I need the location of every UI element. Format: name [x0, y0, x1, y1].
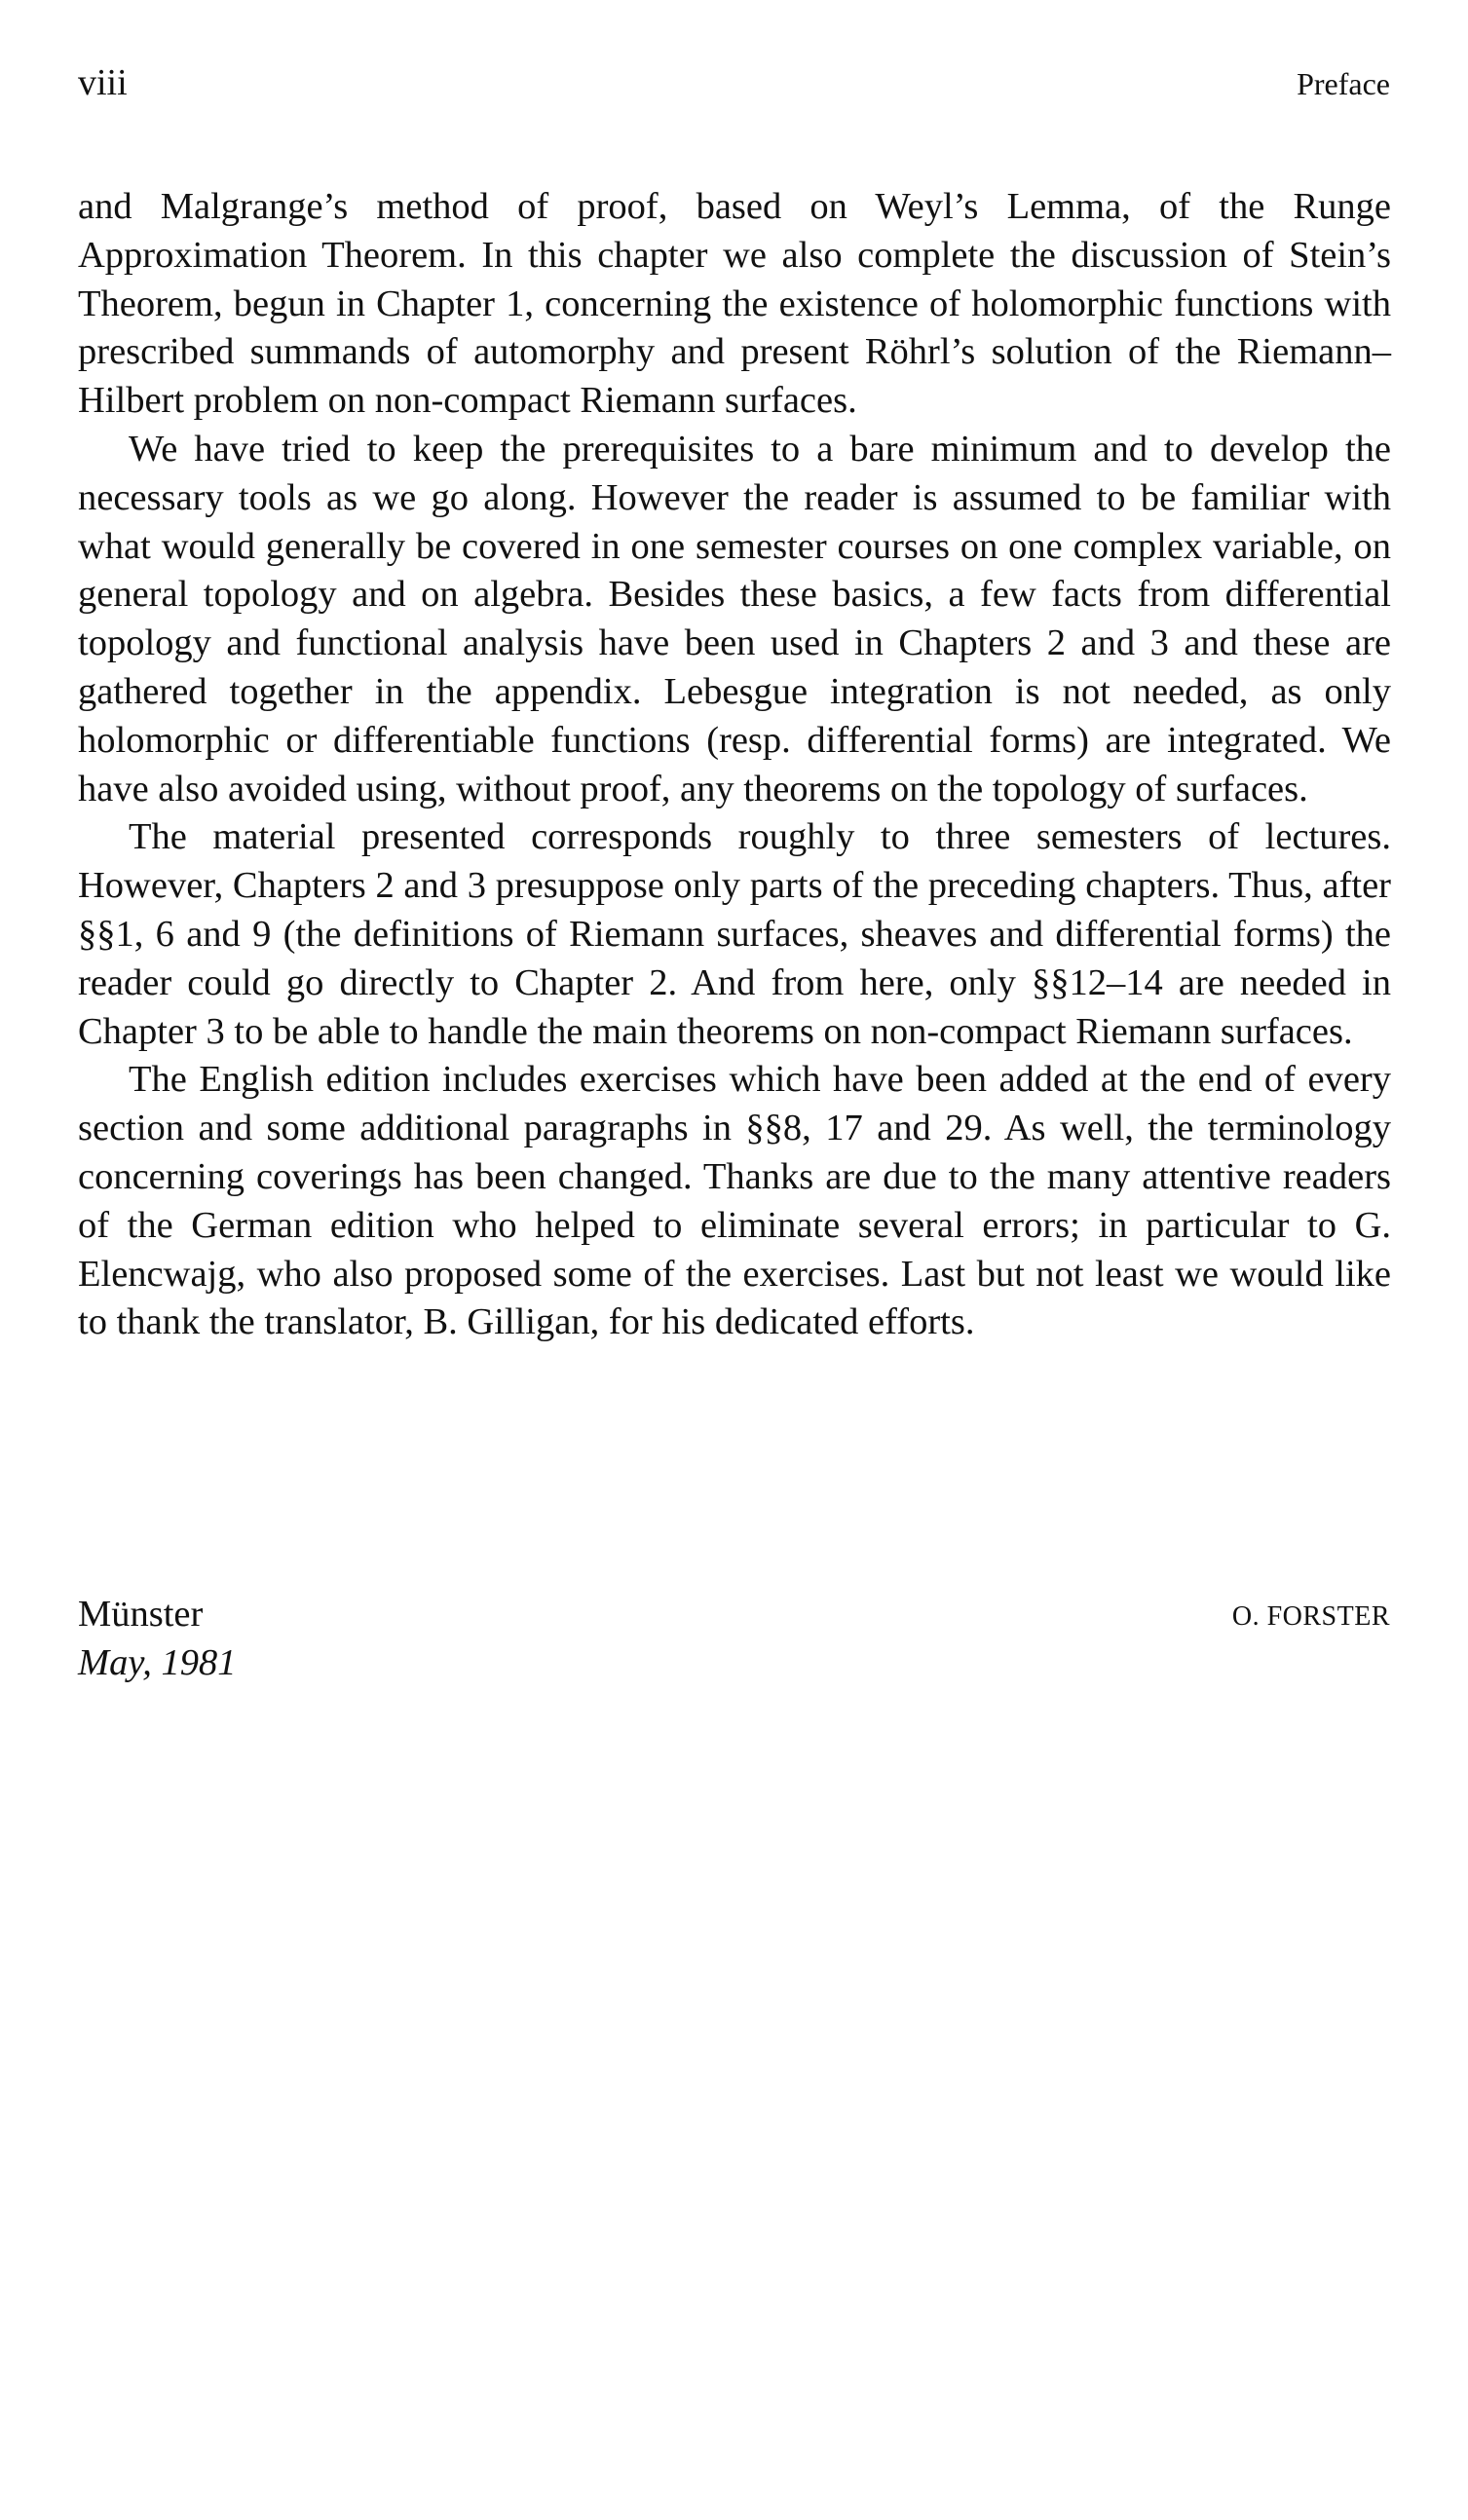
- page-header: [78, 60, 1390, 109]
- signoff-author: O. FORSTER: [1231, 1601, 1390, 1632]
- paragraph-1: and Malgrange’s method of proof, based on Weyl’s Lemma, of the Runge Approximation Theorem. In this chapter we also complete the discussion of Stein’s Theorem, begun in Chapter 1, concerning the existence of holomorphic functions with prescribed summands of automorphy and present Röhrl’s solution of the Riemann–Hilbert problem on non-compact Riemann surfaces.: [78, 186, 1391, 422]
- page-number: viii: [78, 62, 128, 103]
- signoff-block: [78, 1590, 1390, 1707]
- preface-body: [78, 183, 1391, 1347]
- paragraph-4: The English edition includes exercises which have been added at the end of every section and some additional paragraphs in §§8, 17 and 29. As well, the terminology concerning coverings has been changed. Thanks are due to the many attentive readers of the German edition who helped to eliminate several errors; in particular to G. Elencwajg, who also proposed some of the exercises. Last but not least we would like to thank the translator, B. Gilligan, for his dedicated efforts.: [78, 1059, 1391, 1343]
- signoff-date: May, 1981: [78, 1642, 237, 1683]
- running-head: Preface: [1297, 66, 1390, 101]
- signoff-place: Münster: [78, 1594, 204, 1635]
- paragraph-2: We have tried to keep the prerequisites to a bare minimum and to develop the necessary tools as we go along. However the reader is assumed to be familiar with what would generally be covered in one semester courses on one complex variable, on general topology and on algebra. Besides these basics, a few facts from differential topology and functional analysis have been used in Chapters 2 and 3 and these are gathered together in the appendix. Lebesgue integration is not needed, as only holomorphic or differentiable functions (resp. differential forms) are integrated. We have also avoided using, without proof, any theorems on the topology of surfaces.: [78, 428, 1391, 809]
- paragraph-3: The material presented corresponds roughly to three semesters of lectures. However, Chapters 2 and 3 presuppose only parts of the preceding chapters. Thus, after §§1, 6 and 9 (the definitions of Riemann surfaces, sheaves and differential forms) the reader could go directly to Chapter 2. And from here, only §§12–14 are needed in Chapter 3 to be able to handle the main theorems on non-compact Riemann surfaces.: [78, 816, 1391, 1052]
